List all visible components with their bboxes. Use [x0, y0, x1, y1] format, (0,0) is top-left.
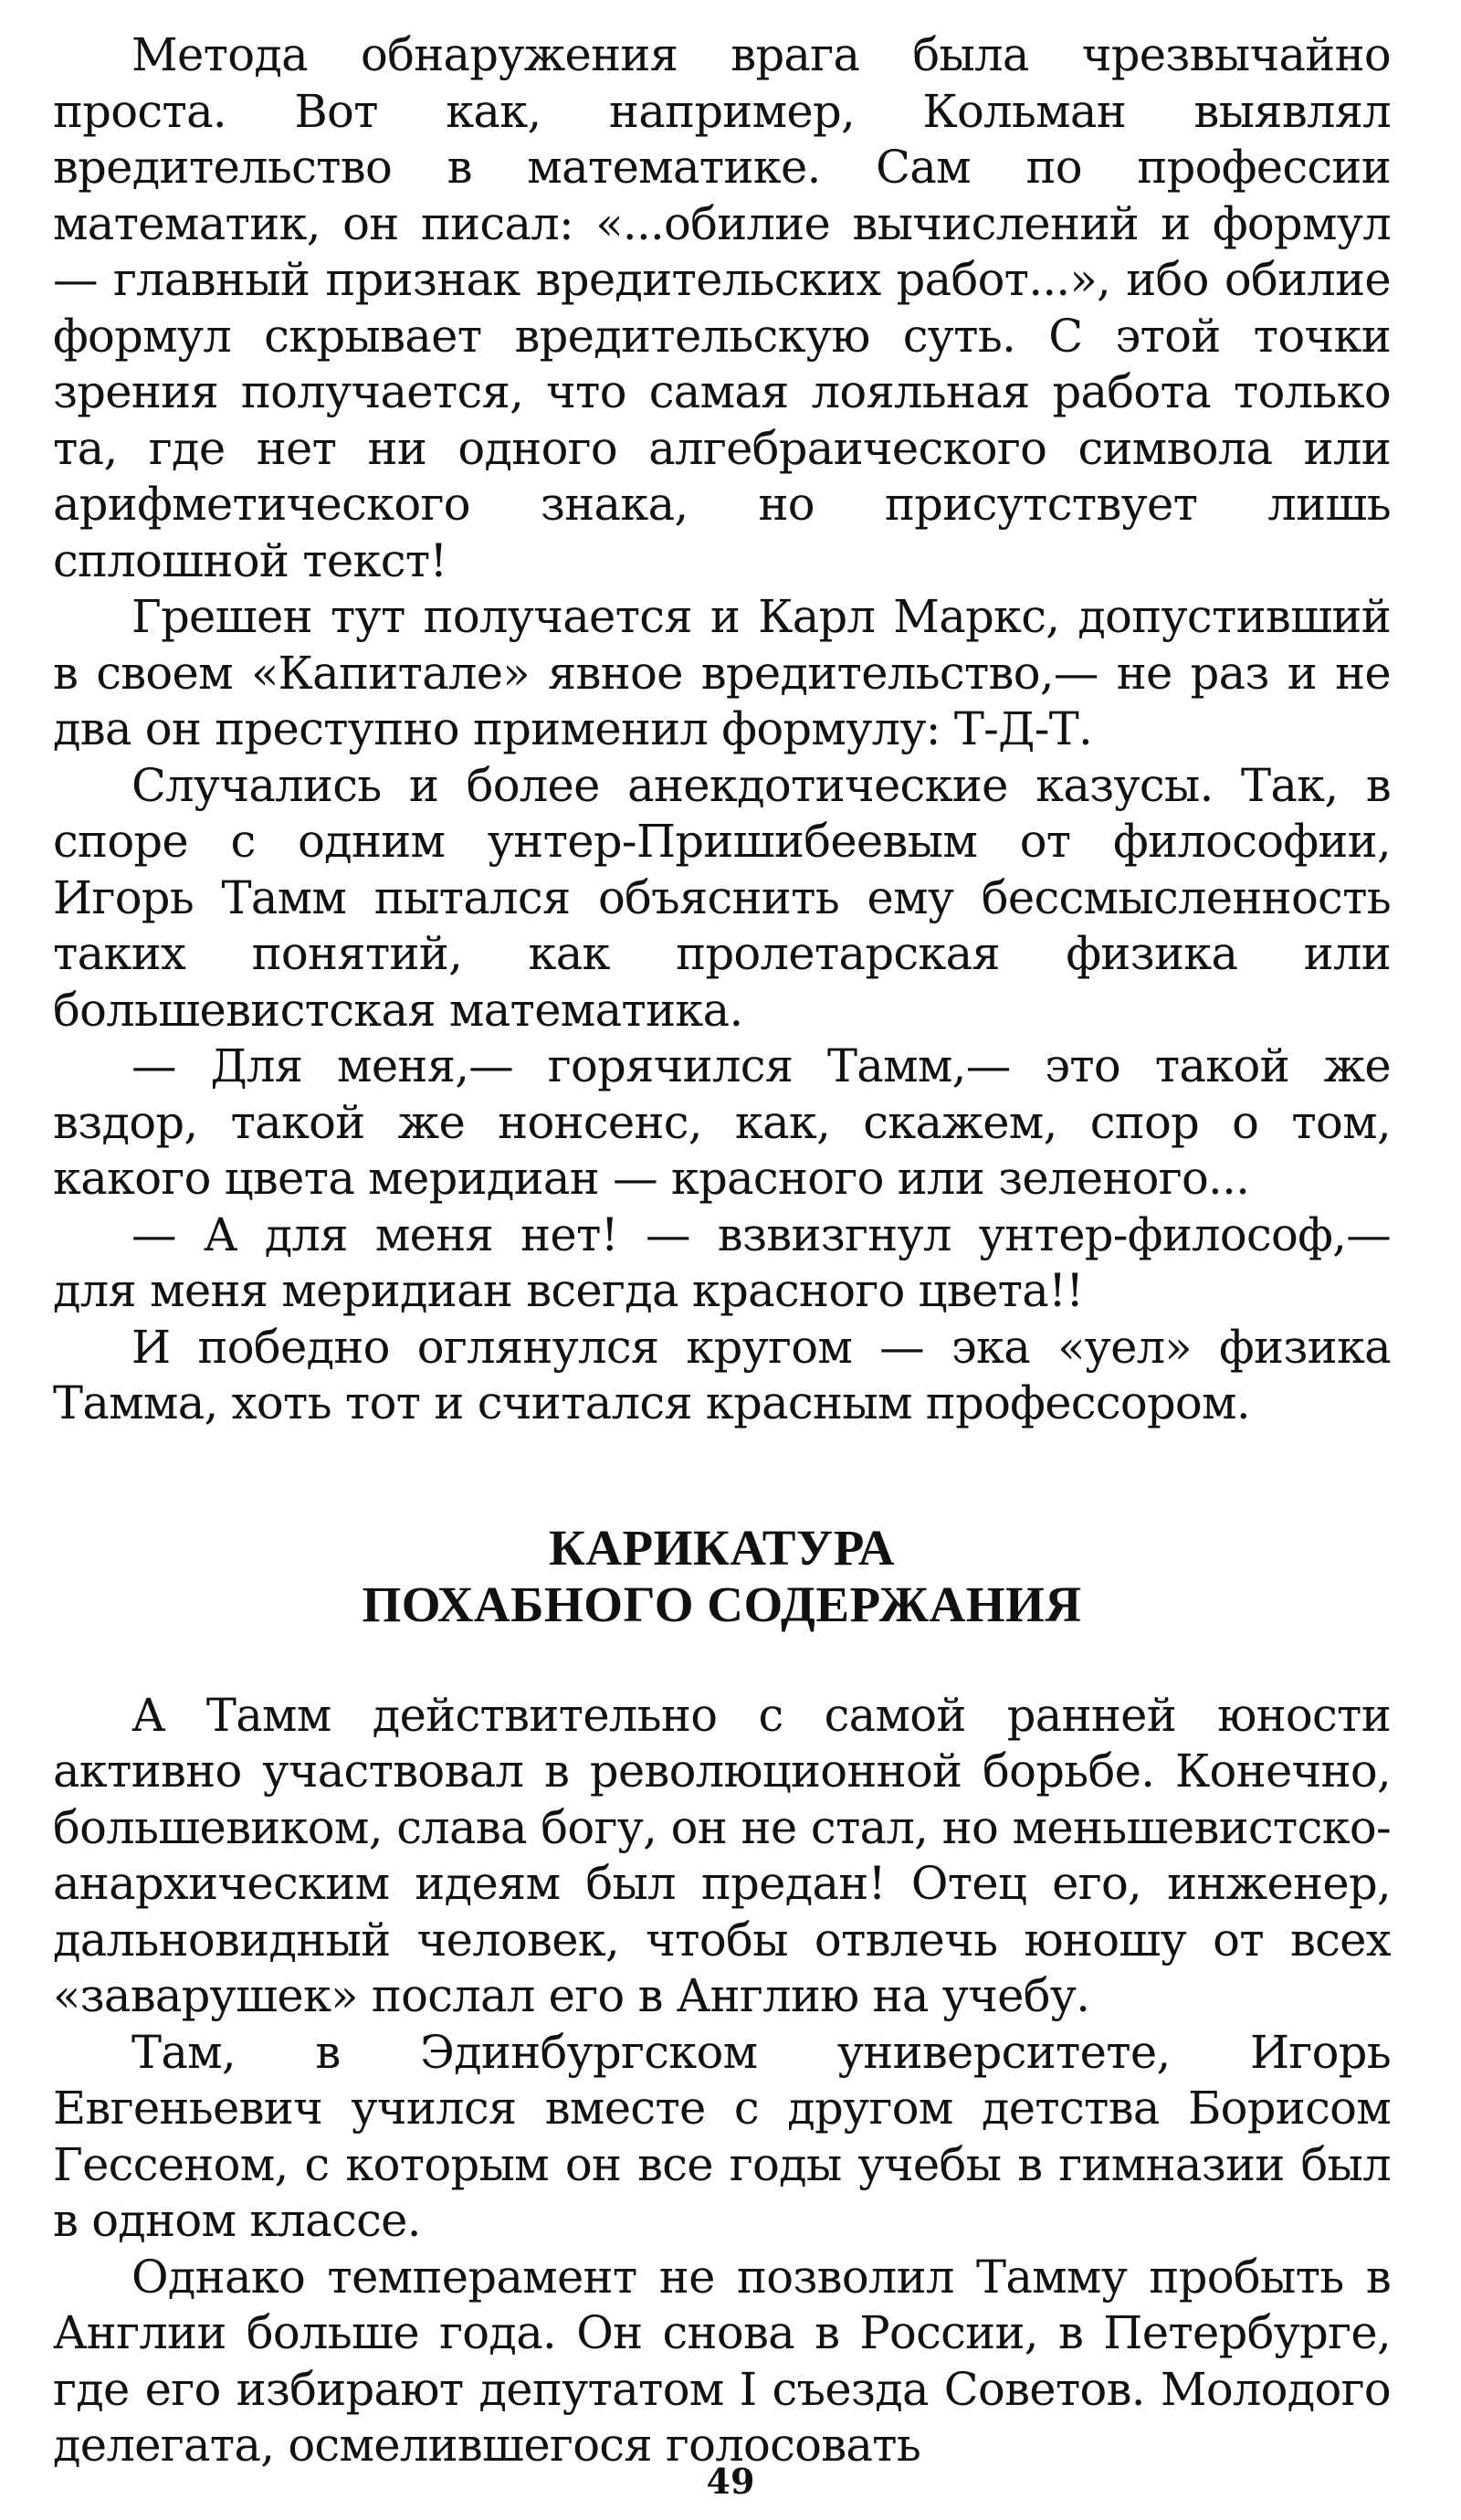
page-number: 49	[706, 2461, 755, 2502]
paragraph-philosopher-reply: — А для меня нет! — взвизгнул унтер-философ,— для меня меридиан всегда красного цвета!!	[53, 1207, 1391, 1317]
book-page	[53, 27, 1391, 2494]
paragraph-return-russia: Однако темперамент не позволил Тамму пробыть в Англии больше года. Он снова в России, в Петербурге, где его избирают депутатом I съезда Советов. Молодого делегата, осмелившегося голосовать	[53, 2250, 1391, 2472]
section-title-line-1: КАРИКАТУРА	[548, 1519, 896, 1576]
section-title-line-2: ПОХАБНОГО СОДЕРЖАНИЯ	[362, 1576, 1082, 1632]
paragraph-anecdote: Случались и более анекдотические казусы. Так, в споре с одним унтер-Пришибеевым от философии, Игорь Тамм пытался объяснить ему бессмысленность таких понятий, как пролетарская физика или большевистская математика.	[53, 758, 1391, 1037]
paragraph-tamm-dialogue: — Для меня,— горячился Тамм,— это такой же вздор, такой же нонсенс, как, скажем, спор о том, какого цвета меридиан — красного или зеленого...	[53, 1039, 1391, 1205]
paragraph-victory: И победно оглянулся кругом — эка «уел» физика Тамма, хоть тот и считался красным профессором.	[53, 1320, 1391, 1429]
section-title	[53, 1520, 1391, 1633]
paragraph-marx: Грешен тут получается и Карл Маркс, допустивший в своем «Капитале» явное вредительство,— не раз и не два он преступно применил формулу: Т-Д-Т.	[53, 590, 1391, 755]
paragraph-edinburgh: Там, в Эдинбургском университете, Игорь Евгеньевич учился вместе с другом детства Борисом Гессеном, с которым он все годы учебы в гимназии был в одном классе.	[53, 2025, 1391, 2247]
paragraph-formula-sabotage: Метода обнаружения врага была чрезвычайно проста. Вот как, например, Кольман выявлял вредительство в математике. Сам по профессии математик, он писал: «...обилие вычислений и формул — главный признак вредительских работ...», ибо обилие формул скрывает вредительскую суть. С этой точки зрения получается, что самая лояльная работа только та, где нет ни одного алгебраического символа или арифметического знака, но присутствует лишь сплошной текст!	[53, 28, 1391, 587]
paragraph-revolutionary-youth: А Тамм действительно с самой ранней юности активно участвовал в революционной борьбе. Конечно, большевиком, слава богу, он не стал, но меньшевистско-анархическим идеям был предан! Отец его, инженер, дальновидный человек, чтобы отвлечь юношу от всех «заварушек» послал его в Англию на учебу.	[53, 1688, 1391, 2022]
